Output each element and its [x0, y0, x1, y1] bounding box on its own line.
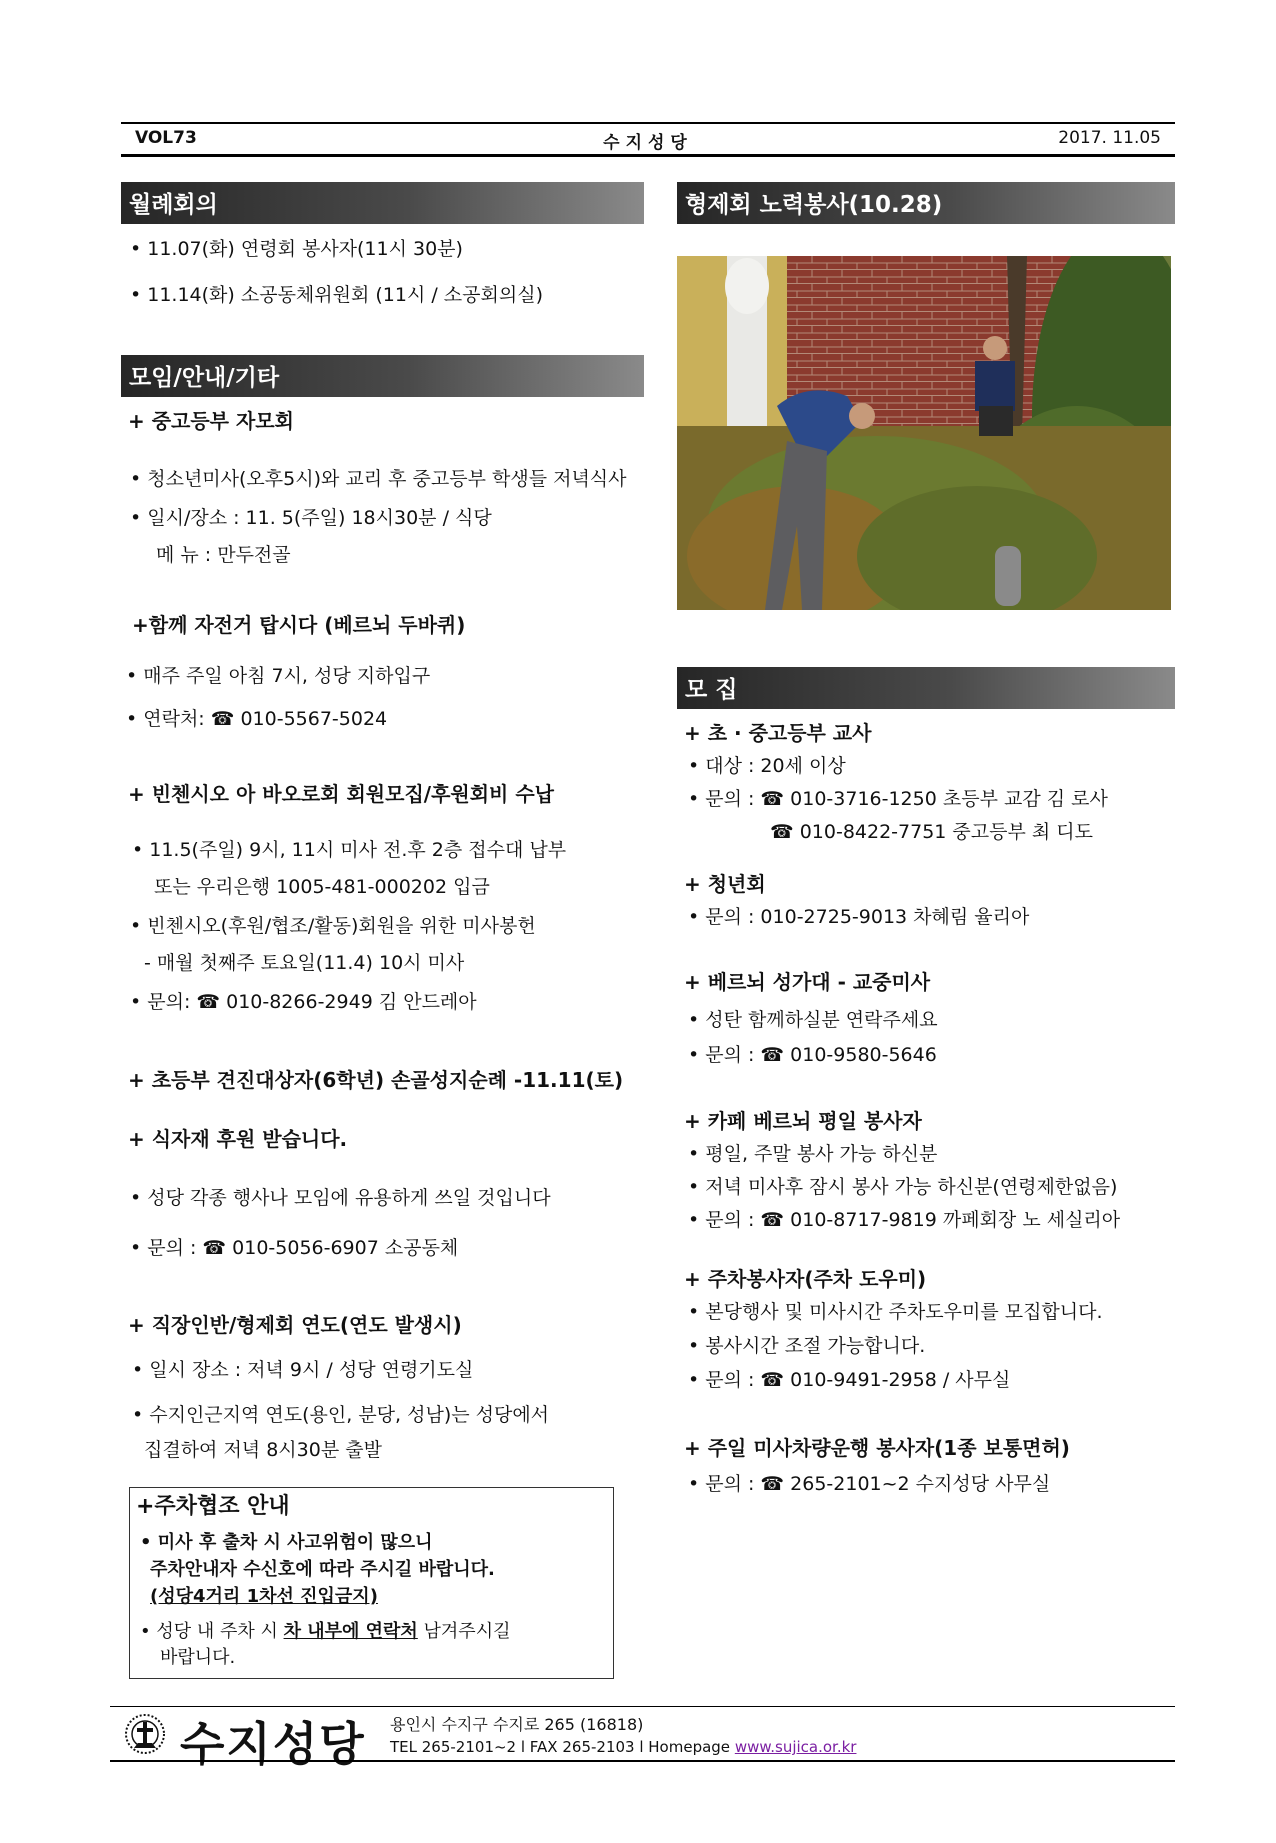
recruit-r1-line3: ☎ 010-8422-7751 중고등부 최 디도: [770, 821, 1093, 843]
info-s5-title: + 식자재 후원 받습니다.: [128, 1127, 348, 1151]
recruit-r4-title: + 카페 베르뇌 평일 봉사자: [684, 1109, 922, 1133]
recruit-r2-title: + 청년회: [684, 872, 766, 896]
recruit-r1-line1: • 대상 : 20세 이상: [688, 755, 846, 777]
parking-box-line1: • 미사 후 출차 시 사고위험이 많으니: [140, 1532, 433, 1553]
info-s6-line1: • 일시 장소 : 저녁 9시 / 성당 연령기도실: [132, 1359, 474, 1381]
monthly-item-1: • 11.07(화) 연령회 봉사자(11시 30분): [130, 238, 463, 260]
parish-emblem-icon: [122, 1712, 168, 1756]
info-s1-title: + 중고등부 자모회: [128, 409, 294, 433]
footer-bottom-rule: [110, 1760, 1175, 1762]
footer-address: 용인시 수지구 수지로 265 (16818): [390, 1715, 644, 1734]
recruit-r5-line2: • 봉사시간 조절 가능합니다.: [688, 1335, 926, 1357]
info-s3-line4: - 매월 첫째주 토요일(11.4) 10시 미사: [144, 952, 465, 974]
recruit-r3-line1: • 성탄 함께하실분 연락주세요: [688, 1009, 938, 1031]
recruit-r6-line1: • 문의 : ☎ 265-2101~2 수지성당 사무실: [688, 1473, 1051, 1495]
info-s1-line3: 메 뉴 : 만두전골: [156, 544, 291, 566]
info-s1-line1: • 청소년미사(오후5시)와 교리 후 중고등부 학생들 저녁식사: [130, 468, 627, 490]
volume-number: VOL73: [135, 128, 197, 148]
garden-work-image: [677, 256, 1171, 610]
section-brothers-service: 형제회 노력봉사(10.28): [677, 182, 1175, 224]
monthly-item-2: • 11.14(화) 소공동체위원회 (11시 / 소공회의실): [130, 284, 543, 306]
info-s3-line5: • 문의: ☎ 010-8266-2949 김 안드레아: [130, 991, 477, 1013]
info-s1-line2: • 일시/장소 : 11. 5(주일) 18시30분 / 식당: [130, 507, 492, 529]
info-s2-title: +함께 자전거 탑시다 (베르뇌 두바퀴): [132, 613, 466, 637]
header-bar: [121, 122, 1175, 157]
parking-box-line4-a: • 성당 내 주차 시: [140, 1621, 284, 1642]
volunteer-photo: [677, 256, 1171, 610]
recruit-r5-title: + 주차봉사자(주차 도우미): [684, 1267, 927, 1291]
recruit-r1-line2: • 문의 : ☎ 010-3716-1250 초등부 교감 김 로사: [688, 788, 1108, 810]
footer-contact-text: TEL 265-2101~2 l FAX 265-2103 l Homepage: [390, 1738, 735, 1756]
info-s6-line3: 집결하여 저녁 8시30분 출발: [144, 1439, 382, 1461]
parking-box-line4: [140, 1620, 510, 1644]
info-s6-line2: • 수지인근지역 연도(용인, 분당, 성남)는 성당에서: [132, 1404, 550, 1426]
info-s5-line1: • 성당 각종 행사나 모임에 유용하게 쓰일 것입니다: [130, 1187, 551, 1209]
info-s2-line2: • 연락처: ☎ 010-5567-5024: [126, 708, 388, 730]
parking-box-line4-emphasis: 차 내부에 연락처: [283, 1621, 418, 1642]
footer-top-rule: [110, 1706, 1175, 1707]
info-s6-title: + 직장인반/형제회 연도(연도 발생시): [128, 1313, 462, 1337]
footer-contact: [390, 1738, 856, 1756]
section-info: 모임/안내/기타: [121, 355, 644, 397]
recruit-r6-title: + 주일 미사차량운행 봉사자(1종 보통면허): [684, 1436, 1070, 1460]
recruit-r4-line3: • 문의 : ☎ 010-8717-9819 까페회장 노 세실리아: [688, 1209, 1121, 1231]
issue-date: 2017. 11.05: [1058, 128, 1161, 148]
recruit-r5-line3: • 문의 : ☎ 010-9491-2958 / 사무실: [688, 1369, 1011, 1391]
recruit-r4-line1: • 평일, 주말 봉사 가능 하신분: [688, 1143, 938, 1165]
parking-box-title: +주차협조 안내: [136, 1494, 290, 1519]
recruit-r3-title: + 베르뇌 성가대 - 교중미사: [684, 970, 931, 994]
recruit-r1-title: + 초 · 중고등부 교사: [684, 721, 872, 745]
info-s3-title: + 빈첸시오 아 바오로회 회원모집/후원회비 수납: [128, 782, 554, 806]
recruit-r5-line1: • 본당행사 및 미사시간 주차도우미를 모집합니다.: [688, 1301, 1103, 1323]
footer-logo-text: 수지성당: [180, 1717, 366, 1771]
parking-notice-box: [129, 1487, 614, 1679]
parking-box-line4-c: 남겨주시길: [417, 1621, 511, 1642]
info-s3-line3: • 빈첸시오(후원/협조/활동)회원을 위한 미사봉헌: [130, 915, 536, 937]
recruit-r2-line1: • 문의 : 010-2725-9013 차혜림 율리아: [688, 906, 1030, 928]
section-monthly-meeting: 월례회의: [121, 182, 644, 224]
info-s3-line1: • 11.5(주일) 9시, 11시 미사 전.후 2층 접수대 납부: [132, 839, 567, 861]
info-s4-title: + 초등부 견진대상자(6학년) 손골성지순례 -11.11(토): [128, 1068, 624, 1092]
homepage-link[interactable]: www.sujica.or.kr: [734, 1738, 857, 1756]
recruit-r3-line2: • 문의 : ☎ 010-9580-5646: [688, 1044, 937, 1066]
parish-name: 수지성당: [603, 133, 693, 153]
section-recruit: 모 집: [677, 667, 1175, 709]
parking-box-line2: 주차안내자 수신호에 따라 주시길 바랍니다.: [150, 1559, 495, 1580]
info-s3-line2: 또는 우리은행 1005-481-000202 입금: [154, 876, 490, 898]
info-s2-line1: • 매주 주일 아침 7시, 성당 지하입구: [126, 665, 431, 687]
parking-box-line3: (성당4거리 1차선 진입금지): [150, 1586, 378, 1607]
info-s5-line2: • 문의 : ☎ 010-5056-6907 소공동체: [130, 1237, 459, 1259]
parking-box-line5: 바랍니다.: [160, 1647, 236, 1668]
recruit-r4-line2: • 저녁 미사후 잠시 봉사 가능 하신분(연령제한없음): [688, 1176, 1118, 1198]
